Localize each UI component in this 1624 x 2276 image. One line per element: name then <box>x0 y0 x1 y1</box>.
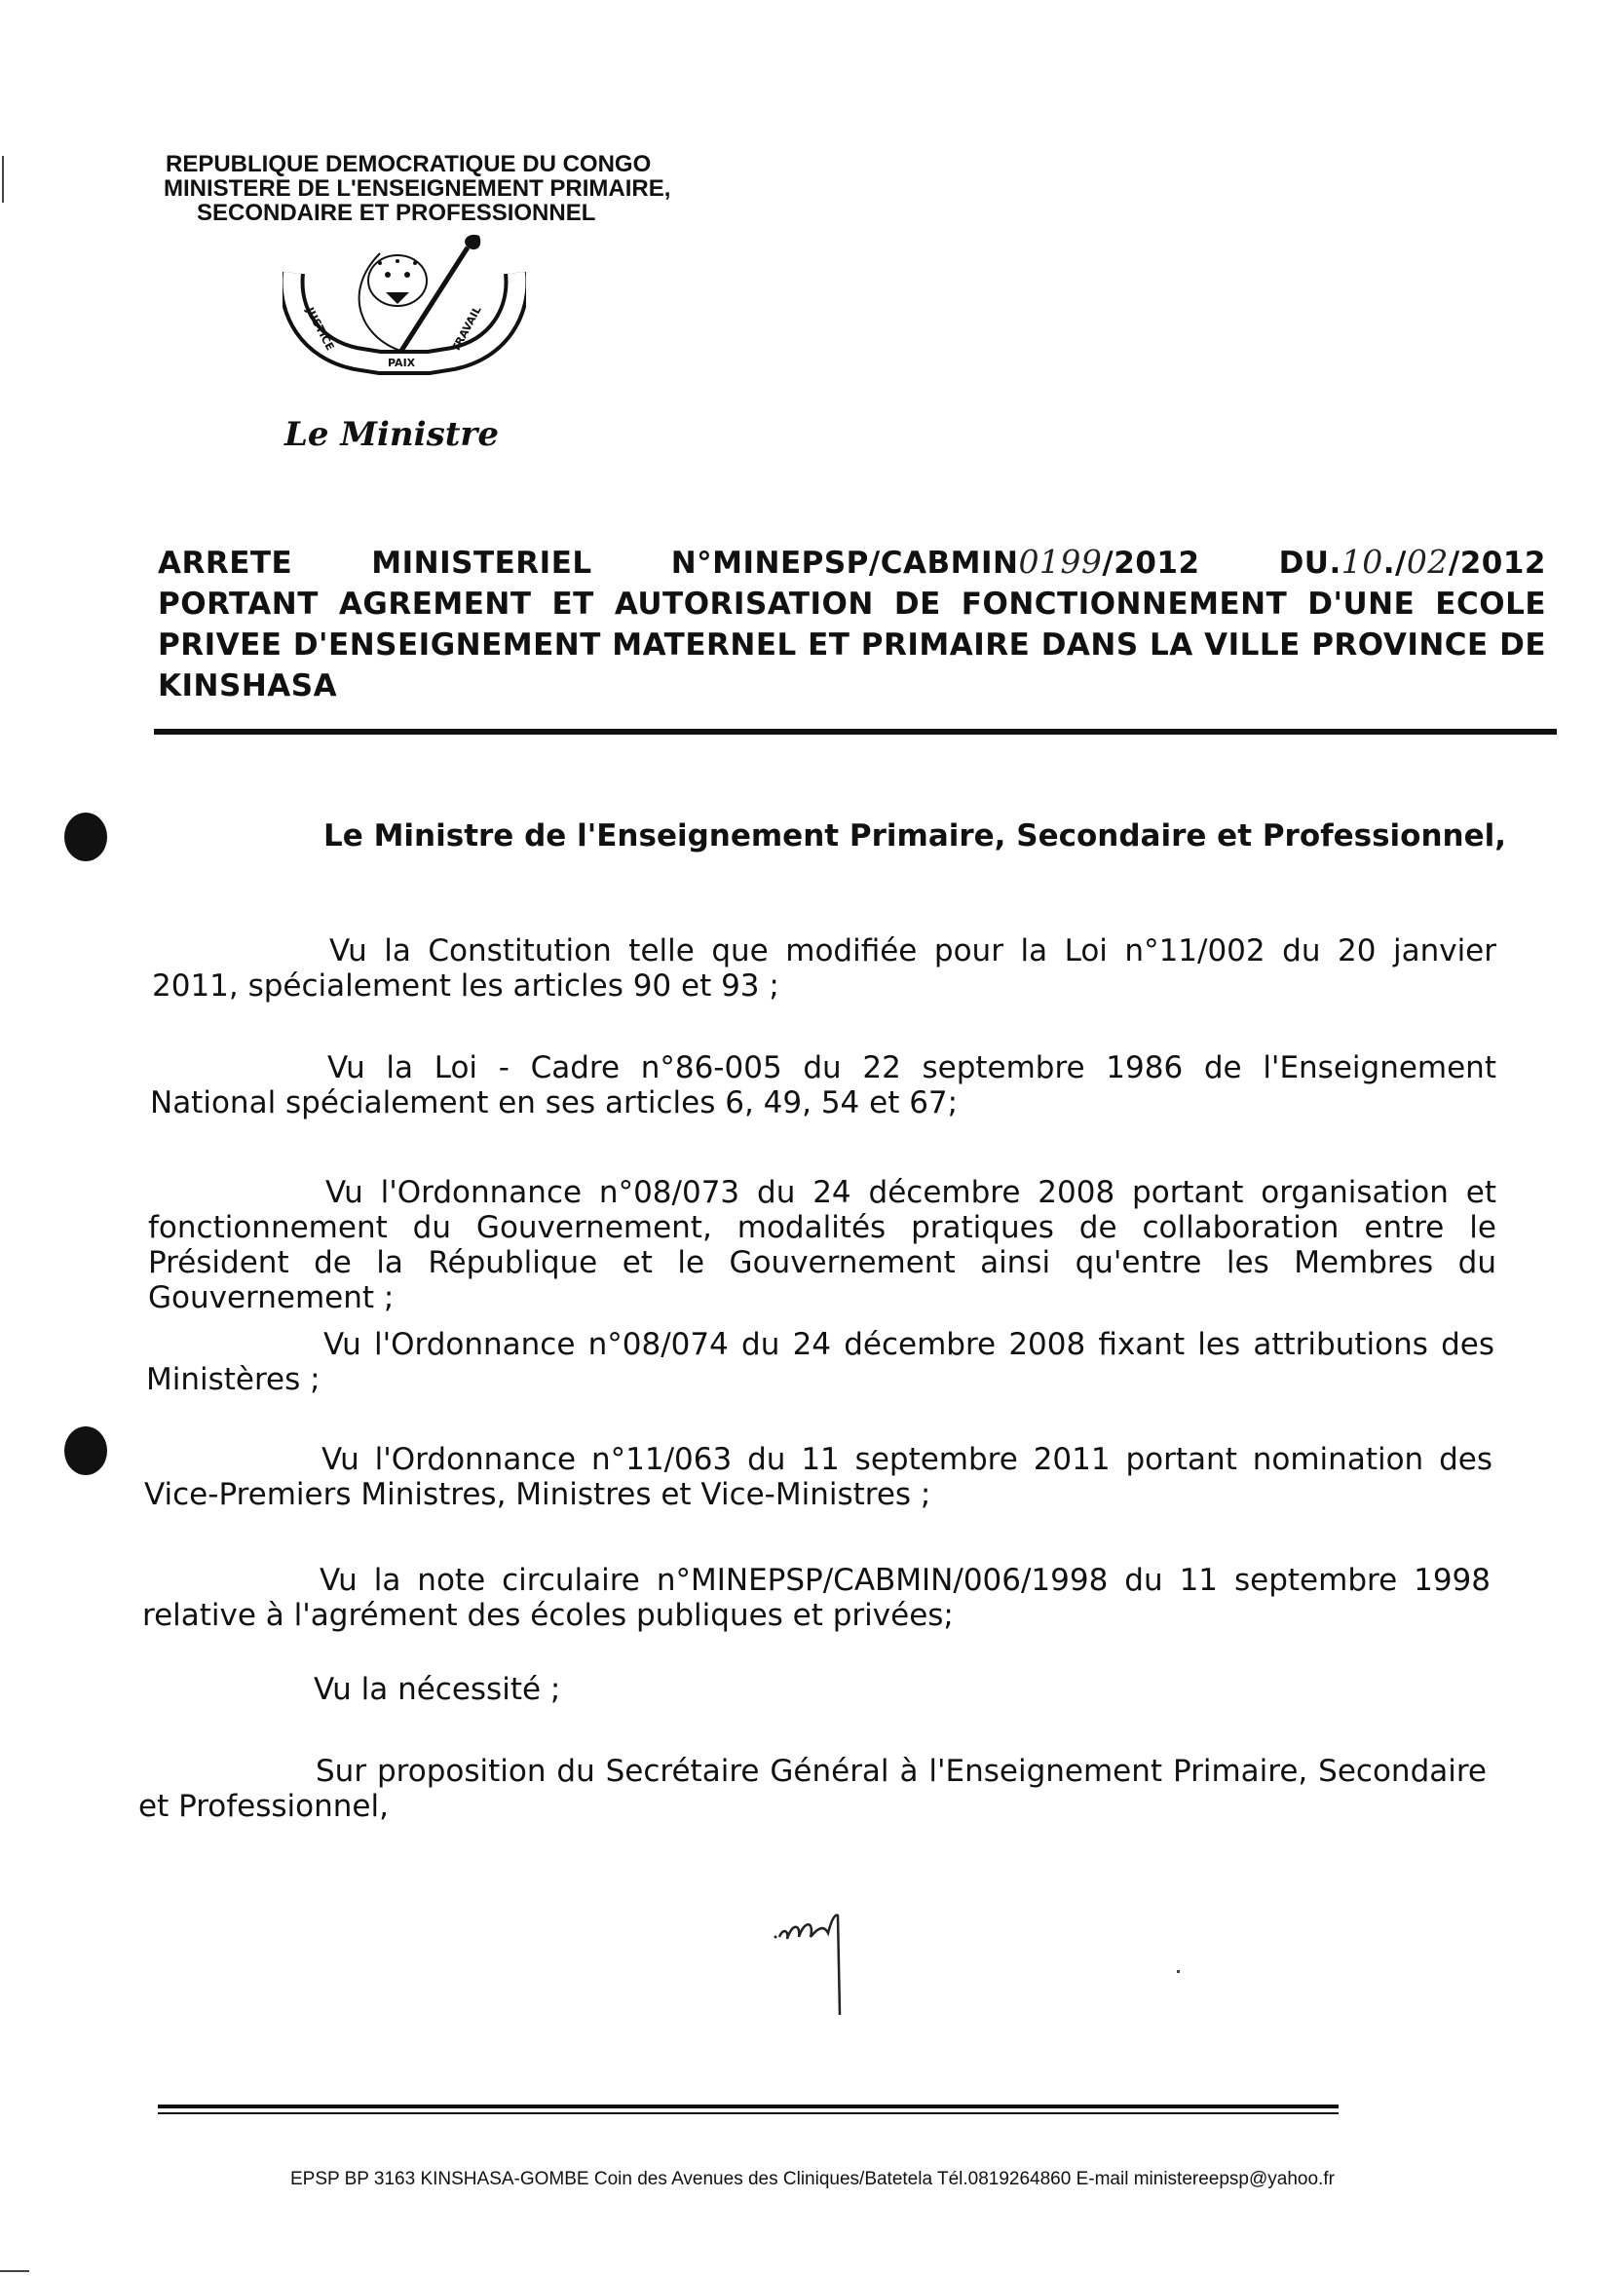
motto-right: TRAVAIL <box>449 304 484 355</box>
footer-address: EPSP BP 3163 KINSHASA-GOMBE Coin des Avenues des Cliniques/Batetela Tél.0819264860 E-mail ministereepsp@yahoo.fr <box>290 2169 1335 2189</box>
decree-date-day: 10 <box>1341 543 1383 581</box>
decree-date-year: /2012 <box>1448 546 1546 581</box>
decree-date <box>1279 542 1546 584</box>
signatory-label: Le Ministre <box>284 415 499 454</box>
leopard-crest-icon <box>283 234 526 409</box>
decree-subject: PORTANT AGREMENT ET AUTORISATION DE FONCTIONNEMENT D'UNE ECOLE PRIVEE D'ENSEIGNEMENT MATERNEL ET PRIMAIRE DANS LA VILLE PROVINCE DE KINSHASA <box>158 587 1546 703</box>
paragraph-constitution: Vu la Constitution telle que modifiée pour la Loi n°11/002 du 20 janvier 2011, spécialement les articles 90 et 93 ; <box>152 933 1496 1004</box>
header-country: REPUBLIQUE DEMOCRATIQUE DU CONGO <box>166 151 652 177</box>
decree-number-prefix: N°MINEPSP/CABMIN <box>670 546 1019 581</box>
paragraph-loi-cadre: Vu la Loi - Cadre n°86-005 du 22 septembre 1986 de l'Enseignement National spécialement en ses articles 6, 49, 54 et 67; <box>150 1050 1496 1120</box>
decree-date-month: 02 <box>1406 543 1449 581</box>
decree-date-slash: / <box>1395 546 1407 581</box>
decree-title <box>158 542 1546 706</box>
footer-divider-thick <box>158 2105 1339 2108</box>
decree-intro: Le Ministre de l'Enseignement Primaire, Secondaire et Professionnel, <box>323 818 1507 854</box>
motto-left: JUSTICE <box>303 305 337 353</box>
header-ministry: MINISTERE DE L'ENSEIGNEMENT PRIMAIRE, <box>164 175 671 202</box>
handwritten-initials-icon <box>770 1908 867 2015</box>
footer-divider-thin <box>158 2112 1339 2114</box>
decree-number-handwritten: 0199 <box>1018 543 1103 581</box>
scan-mark-bottom-edge <box>0 2270 29 2272</box>
decree-number <box>671 542 1200 584</box>
scan-speck <box>1177 1970 1180 1973</box>
title-word-arrete: ARRETE <box>158 546 293 581</box>
header-ministry-cont: SECONDAIRE ET PROFESSIONNEL <box>197 200 596 226</box>
paragraph-note-circulaire: Vu la note circulaire n°MINEPSP/CABMIN/006/1998 du 11 septembre 1998 relative à l'agrément des écoles publiques et privées; <box>142 1563 1491 1633</box>
decree-title-first-line <box>158 542 1546 584</box>
motto-center: PAIX <box>388 357 416 369</box>
decree-date-prefix: DU. <box>1278 546 1341 581</box>
paragraph-proposition: Sur proposition du Secrétaire Général à l'Enseignement Primaire, Secondaire et Professionnel, <box>138 1754 1487 1824</box>
paragraph-ordonnance-08-074: Vu l'Ordonnance n°08/074 du 24 décembre 2008 fixant les attributions des Ministères ; <box>146 1327 1494 1397</box>
decree-number-suffix: /2012 <box>1102 546 1200 581</box>
punch-hole-upper <box>64 813 107 861</box>
title-divider <box>154 729 1557 735</box>
decree-date-dot: . <box>1382 546 1396 581</box>
scan-mark-left-edge <box>2 156 4 203</box>
title-word-ministeriel: MINISTERIEL <box>371 546 592 581</box>
paragraph-necessite: Vu la nécessité ; <box>314 1672 561 1707</box>
punch-hole-lower <box>64 1426 107 1475</box>
paragraph-ordonnance-11-063: Vu l'Ordonnance n°11/063 du 11 septembre 2011 portant nomination des Vice-Premiers Ministres, Ministres et Vice-Ministres ; <box>144 1442 1492 1512</box>
ministry-header <box>156 152 740 225</box>
paragraph-ordonnance-08-073: Vu l'Ordonnance n°08/073 du 24 décembre 2008 portant organisation et fonctionnement du Gouvernement, modalités pratiques de collaboration entre le Président de la République et le Gouvernement ainsi qu'entre les Membres du Gouvernement ; <box>148 1175 1496 1315</box>
